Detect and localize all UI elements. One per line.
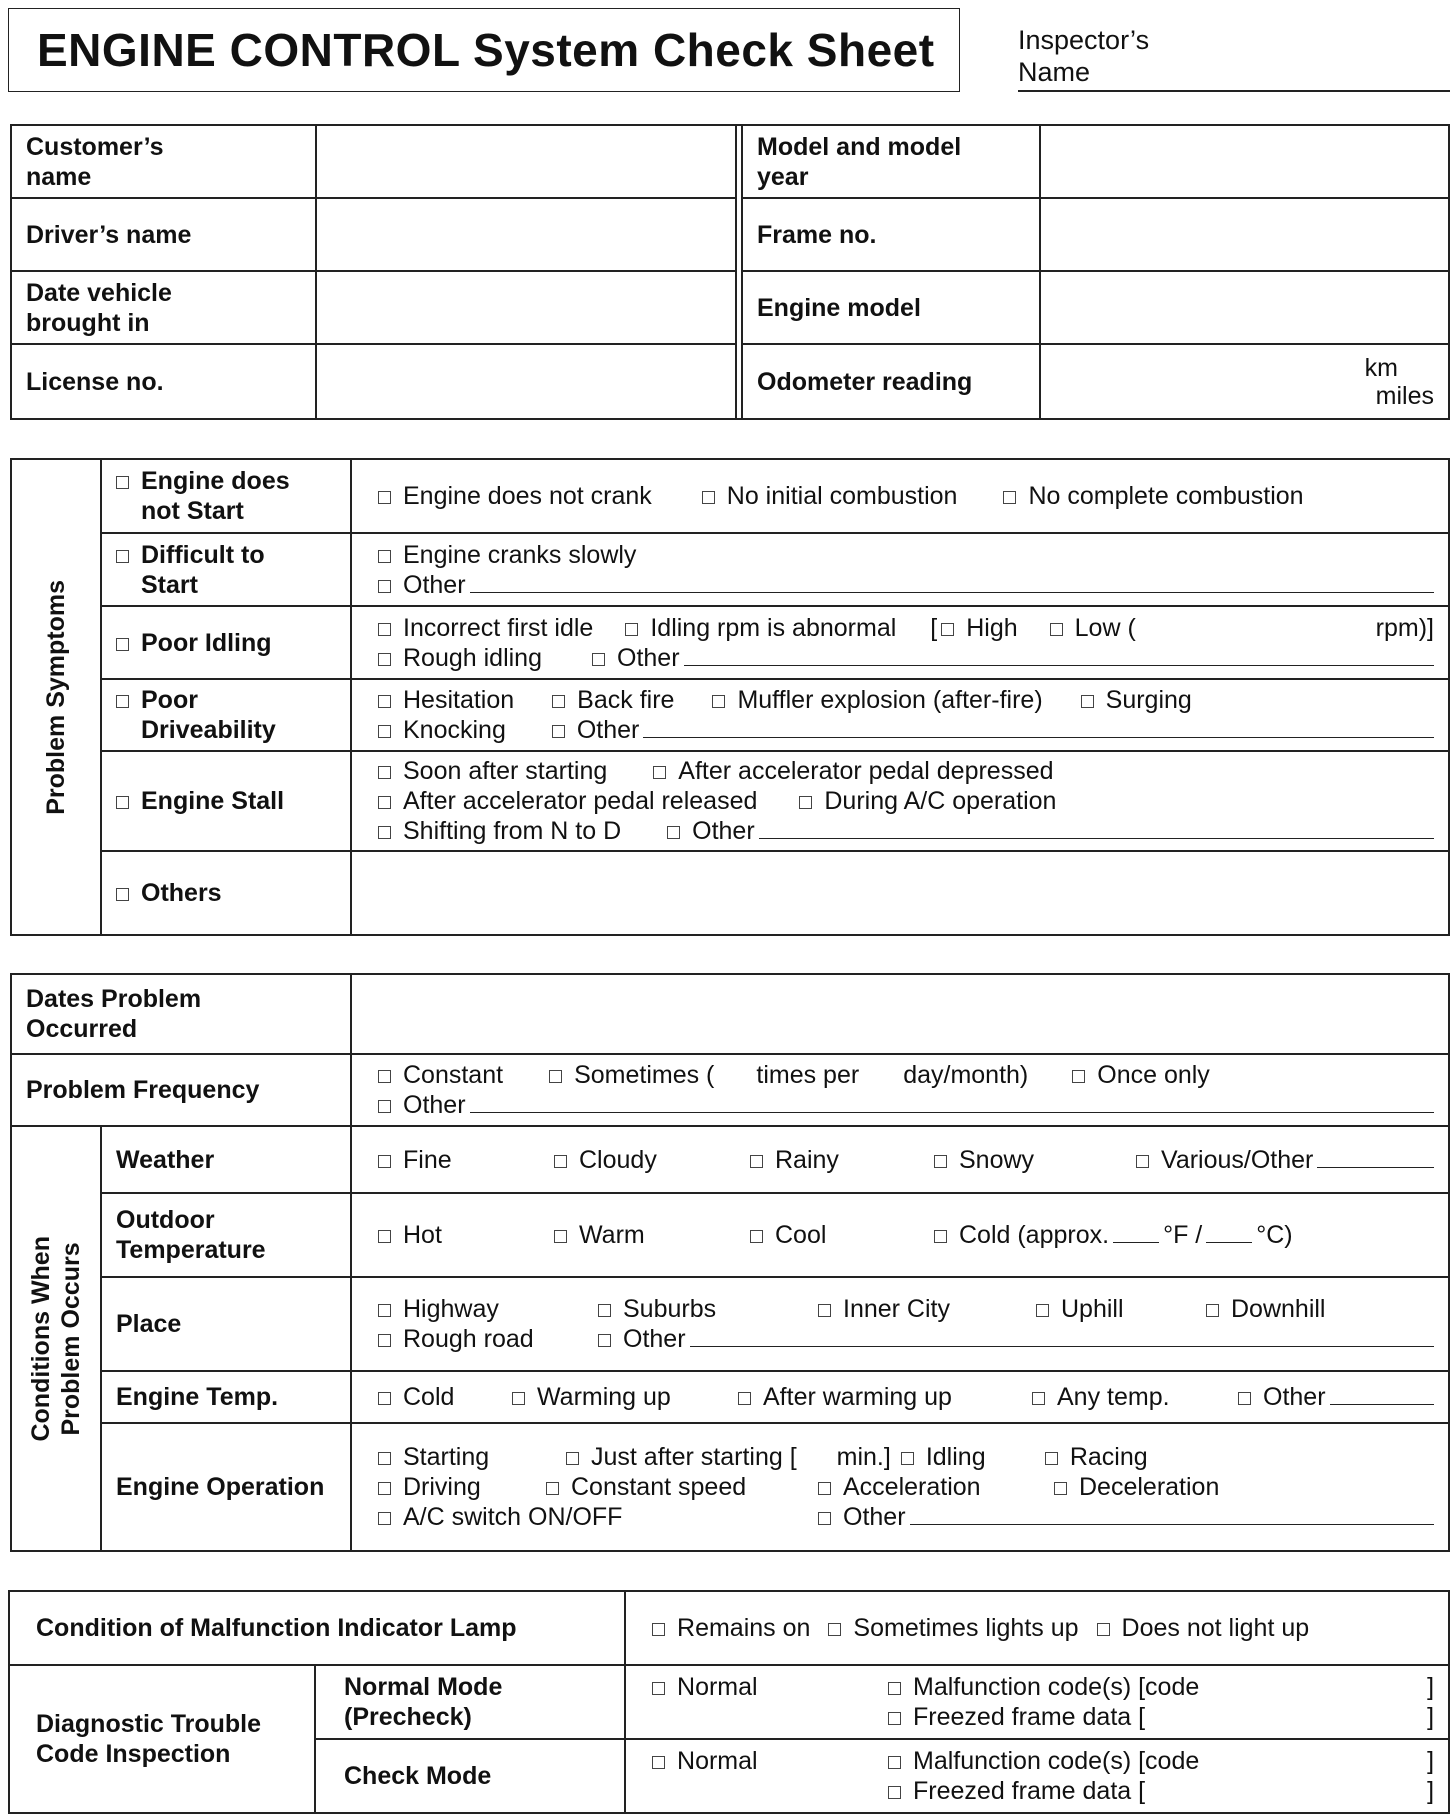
option-deceleration[interactable]: Deceleration xyxy=(1054,1472,1219,1502)
problem-symptoms-table xyxy=(10,458,1450,936)
poor-driveability-options xyxy=(351,679,1449,751)
option-acceleration[interactable]: Acceleration xyxy=(818,1472,1054,1502)
checkbox[interactable] xyxy=(378,491,391,504)
checkbox[interactable] xyxy=(378,623,391,636)
checkbox[interactable] xyxy=(378,1452,391,1465)
checkbox[interactable] xyxy=(652,1623,665,1636)
option-other[interactable]: Other xyxy=(552,715,640,745)
others-checkbox[interactable] xyxy=(116,888,129,901)
checkbox[interactable] xyxy=(888,1682,901,1695)
option-other[interactable]: Other xyxy=(667,816,755,846)
option-snowy[interactable]: Snowy xyxy=(934,1145,1136,1175)
license-no-field[interactable] xyxy=(316,344,736,419)
checkbox[interactable] xyxy=(378,580,391,593)
frame-no-field[interactable] xyxy=(1040,198,1449,271)
checkbox[interactable] xyxy=(828,1623,841,1636)
checkbox[interactable] xyxy=(818,1304,831,1317)
engine-not-start-category[interactable]: Engine does not Start xyxy=(101,459,351,533)
checkbox[interactable] xyxy=(378,796,391,809)
checkbox[interactable] xyxy=(667,826,680,839)
unit-celsius: °C) xyxy=(1256,1221,1293,1249)
option-other[interactable]: Other xyxy=(592,643,680,673)
inspector-name-field[interactable] xyxy=(1018,24,1450,92)
date-brought-label: Date vehicle brought in xyxy=(11,271,316,344)
frame-no-label: Frame no. xyxy=(742,198,1040,271)
conditions-section-label: Conditions When Problem Occurs xyxy=(27,1235,85,1442)
checkbox[interactable] xyxy=(378,725,391,738)
other-text-field[interactable] xyxy=(470,570,1434,593)
option-knocking[interactable]: Knocking xyxy=(378,715,506,745)
checkbox[interactable] xyxy=(1238,1392,1251,1405)
checkbox[interactable] xyxy=(750,1230,763,1243)
option-other[interactable]: Other xyxy=(598,1324,686,1354)
option-shifting-n-to-d[interactable]: Shifting from N to D xyxy=(378,816,621,846)
vehicle-info-table xyxy=(10,124,1450,420)
other-text-field[interactable] xyxy=(690,1324,1434,1347)
checkbox[interactable] xyxy=(934,1230,947,1243)
checkbox[interactable] xyxy=(1054,1482,1067,1495)
checkbox[interactable] xyxy=(378,1100,391,1113)
option-warm[interactable]: Warm xyxy=(554,1220,750,1250)
checkbox[interactable] xyxy=(1136,1155,1149,1168)
option-other[interactable]: Other xyxy=(1238,1382,1326,1412)
normal-mode-label: Normal Mode (Precheck) xyxy=(315,1665,625,1739)
option-fine[interactable]: Fine xyxy=(378,1145,554,1175)
inspector-label-1: Inspector’s xyxy=(1018,25,1150,55)
checkbox[interactable] xyxy=(1081,695,1094,708)
option-warming-up[interactable]: Warming up xyxy=(512,1382,738,1412)
checkbox[interactable] xyxy=(378,1230,391,1243)
checkbox[interactable] xyxy=(598,1334,611,1347)
symptoms-section xyxy=(11,459,101,935)
unit-km: km xyxy=(1364,353,1398,382)
checkbox[interactable] xyxy=(378,1392,391,1405)
checkbox[interactable] xyxy=(592,653,605,666)
option-highway[interactable]: Highway xyxy=(378,1294,598,1324)
odometer-label: Odometer reading xyxy=(742,344,1040,419)
checkbox[interactable] xyxy=(818,1482,831,1495)
option-other[interactable]: Other xyxy=(378,570,466,600)
other-text-field[interactable] xyxy=(1317,1145,1434,1168)
dates-problem-field[interactable] xyxy=(351,974,1449,1054)
mil-condition-label: Condition of Malfunction Indicator Lamp xyxy=(9,1591,625,1665)
poor-driveability-category[interactable]: Poor Driveability xyxy=(101,679,351,751)
option-cold[interactable]: Cold xyxy=(378,1382,512,1412)
bracket-close: ] xyxy=(1427,1703,1435,1731)
option-low[interactable]: Low ( xyxy=(1050,613,1136,643)
min-label: min.] xyxy=(836,1443,891,1471)
diagnostics-table xyxy=(8,1590,1450,1814)
drivers-name-field[interactable] xyxy=(316,198,736,271)
poor-idling-checkbox[interactable] xyxy=(116,638,129,651)
option-malfunction-codes[interactable]: Malfunction code(s) [code xyxy=(888,1746,1199,1776)
checkbox[interactable] xyxy=(378,1155,391,1168)
unit-fahrenheit: °F / xyxy=(1163,1221,1203,1249)
checkbox[interactable] xyxy=(378,1334,391,1347)
option-normal[interactable]: Normal xyxy=(652,1672,888,1702)
option-during-ac-operation[interactable]: During A/C operation xyxy=(799,786,1056,816)
checkbox[interactable] xyxy=(566,1452,579,1465)
engine-not-start-checkbox[interactable] xyxy=(116,476,129,489)
option-muffler-explosion[interactable]: Muffler explosion (after-fire) xyxy=(712,685,1042,715)
option-back-fire[interactable]: Back fire xyxy=(552,685,674,715)
checkbox[interactable] xyxy=(1045,1452,1058,1465)
option-uphill[interactable]: Uphill xyxy=(1036,1294,1206,1324)
others-category[interactable]: Others xyxy=(101,851,351,935)
model-year-label: Model and model year xyxy=(742,125,1040,198)
option-freezed-frame-data[interactable]: Freezed frame data [ xyxy=(888,1702,1145,1732)
checkbox[interactable] xyxy=(712,695,725,708)
checkbox[interactable] xyxy=(888,1786,901,1799)
checkbox[interactable] xyxy=(554,1230,567,1243)
checkbox[interactable] xyxy=(799,796,812,809)
option-idling-rpm-abnormal[interactable]: Idling rpm is abnormal xyxy=(625,613,896,643)
check-mode-label: Check Mode xyxy=(315,1739,625,1813)
checkbox[interactable] xyxy=(552,695,565,708)
times-per-label: times per xyxy=(756,1061,860,1089)
option-after-pedal-released[interactable]: After accelerator pedal released xyxy=(378,786,757,816)
option-various-other[interactable]: Various/Other xyxy=(1136,1145,1313,1175)
checkbox[interactable] xyxy=(378,826,391,839)
poor-driveability-checkbox[interactable] xyxy=(116,695,129,708)
checkbox[interactable] xyxy=(1097,1623,1110,1636)
checkbox[interactable] xyxy=(901,1452,914,1465)
day-month-label: day/month) xyxy=(903,1061,1029,1089)
model-year-field[interactable] xyxy=(1040,125,1449,198)
conditions-table xyxy=(10,973,1450,1552)
checkbox[interactable] xyxy=(1032,1392,1045,1405)
option-sometimes[interactable]: Sometimes ( xyxy=(549,1060,714,1090)
checkbox[interactable] xyxy=(941,623,954,636)
checkbox[interactable] xyxy=(934,1155,947,1168)
engine-operation-options xyxy=(351,1423,1449,1551)
difficult-start-checkbox[interactable] xyxy=(116,550,129,563)
checkbox[interactable] xyxy=(378,1482,391,1495)
option-inner-city[interactable]: Inner City xyxy=(818,1294,1036,1324)
option-racing[interactable]: Racing xyxy=(1045,1442,1148,1472)
engine-temp-label: Engine Temp. xyxy=(101,1371,351,1423)
problem-frequency-options xyxy=(351,1054,1449,1126)
odometer-field[interactable] xyxy=(1040,344,1449,419)
checkbox[interactable] xyxy=(378,1070,391,1083)
option-driving[interactable]: Driving xyxy=(378,1472,546,1502)
mil-condition-options xyxy=(625,1591,1449,1665)
checkbox[interactable] xyxy=(378,1512,391,1525)
engine-operation-label: Engine Operation xyxy=(101,1423,351,1551)
option-cloudy[interactable]: Cloudy xyxy=(554,1145,750,1175)
option-other[interactable]: Other xyxy=(378,1090,466,1120)
dates-problem-label: Dates Problem Occurred xyxy=(11,974,351,1054)
option-incorrect-first-idle[interactable]: Incorrect first idle xyxy=(378,613,593,643)
weather-options xyxy=(351,1126,1449,1193)
checkbox[interactable] xyxy=(378,695,391,708)
option-constant-speed[interactable]: Constant speed xyxy=(546,1472,818,1502)
checkbox[interactable] xyxy=(378,1304,391,1317)
option-once-only[interactable]: Once only xyxy=(1072,1060,1210,1090)
option-freezed-frame-data[interactable]: Freezed frame data [ xyxy=(888,1776,1145,1806)
option-idling[interactable]: Idling xyxy=(901,1442,1045,1472)
engine-stall-category[interactable]: Engine Stall xyxy=(101,751,351,851)
option-sometimes-lights-up[interactable]: Sometimes lights up xyxy=(828,1613,1078,1643)
other-text-field[interactable] xyxy=(470,1090,1434,1113)
engine-stall-checkbox[interactable] xyxy=(116,796,129,809)
checkbox[interactable] xyxy=(552,725,565,738)
poor-idling-category[interactable]: Poor Idling xyxy=(101,606,351,679)
checkbox[interactable] xyxy=(652,1756,665,1769)
place-options xyxy=(351,1277,1449,1371)
option-does-not-light-up[interactable]: Does not light up xyxy=(1097,1613,1310,1643)
date-brought-field[interactable] xyxy=(316,271,736,344)
checkbox[interactable] xyxy=(1072,1070,1085,1083)
checkbox[interactable] xyxy=(888,1756,901,1769)
option-soon-after-starting[interactable]: Soon after starting xyxy=(378,756,607,786)
engine-stall-options xyxy=(351,751,1449,851)
option-cranks-slowly[interactable]: Engine cranks slowly xyxy=(378,540,636,570)
checkbox[interactable] xyxy=(888,1712,901,1725)
page-title: ENGINE CONTROL System Check Sheet xyxy=(37,24,935,76)
option-no-complete-combustion[interactable]: No complete combustion xyxy=(1003,481,1303,511)
engine-temp-options xyxy=(351,1371,1449,1423)
outdoor-temperature-label: Outdoor Temperature xyxy=(101,1193,351,1277)
checkbox[interactable] xyxy=(625,623,638,636)
rpm-label: rpm)] xyxy=(1375,613,1434,642)
celsius-field[interactable] xyxy=(1206,1222,1252,1243)
option-does-not-crank[interactable]: Engine does not crank xyxy=(378,481,652,511)
fahrenheit-field[interactable] xyxy=(1113,1222,1159,1243)
outdoor-temperature-options xyxy=(351,1193,1449,1277)
option-hesitation[interactable]: Hesitation xyxy=(378,685,514,715)
checkbox[interactable] xyxy=(653,766,666,779)
bracket-open: [ xyxy=(930,613,938,642)
checkbox[interactable] xyxy=(378,766,391,779)
poor-idling-options xyxy=(351,606,1449,679)
checkbox[interactable] xyxy=(378,653,391,666)
place-label: Place xyxy=(101,1277,351,1371)
dtc-inspection-label: Diagnostic Trouble Code Inspection xyxy=(9,1665,315,1813)
checkbox[interactable] xyxy=(738,1392,751,1405)
option-hot[interactable]: Hot xyxy=(378,1220,554,1250)
option-cool[interactable]: Cool xyxy=(750,1220,934,1250)
other-text-field[interactable] xyxy=(1330,1382,1434,1405)
customer-name-label: Customer’s name xyxy=(11,125,316,198)
bracket-close: ] xyxy=(1427,1777,1435,1805)
bracket-close: ] xyxy=(1427,1673,1435,1701)
option-after-pedal-depressed[interactable]: After accelerator pedal depressed xyxy=(653,756,1053,786)
option-constant[interactable]: Constant xyxy=(378,1060,503,1090)
other-text-field[interactable] xyxy=(643,715,1434,738)
checkbox[interactable] xyxy=(378,550,391,563)
checkbox[interactable] xyxy=(1206,1304,1219,1317)
option-rainy[interactable]: Rainy xyxy=(750,1145,934,1175)
checkbox[interactable] xyxy=(652,1682,665,1695)
option-high[interactable]: High xyxy=(937,613,1017,643)
option-suburbs[interactable]: Suburbs xyxy=(598,1294,818,1324)
difficult-start-options xyxy=(351,533,1449,606)
problem-frequency-label: Problem Frequency xyxy=(11,1054,351,1126)
checkbox[interactable] xyxy=(546,1482,559,1495)
weather-label: Weather xyxy=(101,1126,351,1193)
checkbox[interactable] xyxy=(750,1155,763,1168)
option-ac-switch[interactable]: A/C switch ON/OFF xyxy=(378,1502,818,1532)
option-rough-road[interactable]: Rough road xyxy=(378,1324,598,1354)
checkbox[interactable] xyxy=(512,1392,525,1405)
option-remains-on[interactable]: Remains on xyxy=(652,1613,810,1643)
checkbox[interactable] xyxy=(554,1155,567,1168)
checkbox[interactable] xyxy=(1036,1304,1049,1317)
option-rough-idling[interactable]: Rough idling xyxy=(378,643,542,673)
option-other[interactable]: Other xyxy=(818,1502,906,1532)
engine-model-label: Engine model xyxy=(742,271,1040,344)
license-no-label: License no. xyxy=(11,344,316,419)
normal-mode-options xyxy=(625,1665,1449,1739)
inspector-label-2: Name xyxy=(1018,57,1091,87)
others-field[interactable] xyxy=(351,851,1449,935)
symptoms-section-label: Problem Symptoms xyxy=(41,579,70,815)
check-mode-options xyxy=(625,1739,1449,1813)
checkbox[interactable] xyxy=(1050,623,1063,636)
unit-miles: miles xyxy=(1375,381,1434,410)
option-surging[interactable]: Surging xyxy=(1081,685,1192,715)
conditions-section xyxy=(11,1126,101,1551)
option-malfunction-codes[interactable]: Malfunction code(s) [code xyxy=(888,1672,1199,1702)
other-text-field[interactable] xyxy=(910,1502,1434,1525)
option-starting[interactable]: Starting xyxy=(378,1442,566,1472)
checkbox[interactable] xyxy=(549,1070,562,1083)
checkbox[interactable] xyxy=(1003,491,1016,504)
option-no-initial-combustion[interactable]: No initial combustion xyxy=(702,481,958,511)
checkbox[interactable] xyxy=(702,491,715,504)
bracket-close: ] xyxy=(1427,1747,1435,1775)
other-text-field[interactable] xyxy=(759,816,1434,839)
customer-name-field[interactable] xyxy=(316,125,736,198)
difficult-start-category[interactable]: Difficult to Start xyxy=(101,533,351,606)
other-text-field[interactable] xyxy=(684,643,1434,666)
option-just-after-starting[interactable]: Just after starting [ xyxy=(566,1442,797,1472)
checkbox[interactable] xyxy=(598,1304,611,1317)
option-after-warming-up[interactable]: After warming up xyxy=(738,1382,1032,1412)
drivers-name-label: Driver’s name xyxy=(11,198,316,271)
option-normal[interactable]: Normal xyxy=(652,1746,888,1776)
engine-model-field[interactable] xyxy=(1040,271,1449,344)
option-cold-approx[interactable]: Cold (approx. xyxy=(934,1220,1109,1250)
title-box xyxy=(8,8,960,92)
option-downhill[interactable]: Downhill xyxy=(1206,1294,1325,1324)
engine-not-start-options xyxy=(351,459,1449,533)
checkbox[interactable] xyxy=(818,1512,831,1525)
option-any-temp[interactable]: Any temp. xyxy=(1032,1382,1238,1412)
